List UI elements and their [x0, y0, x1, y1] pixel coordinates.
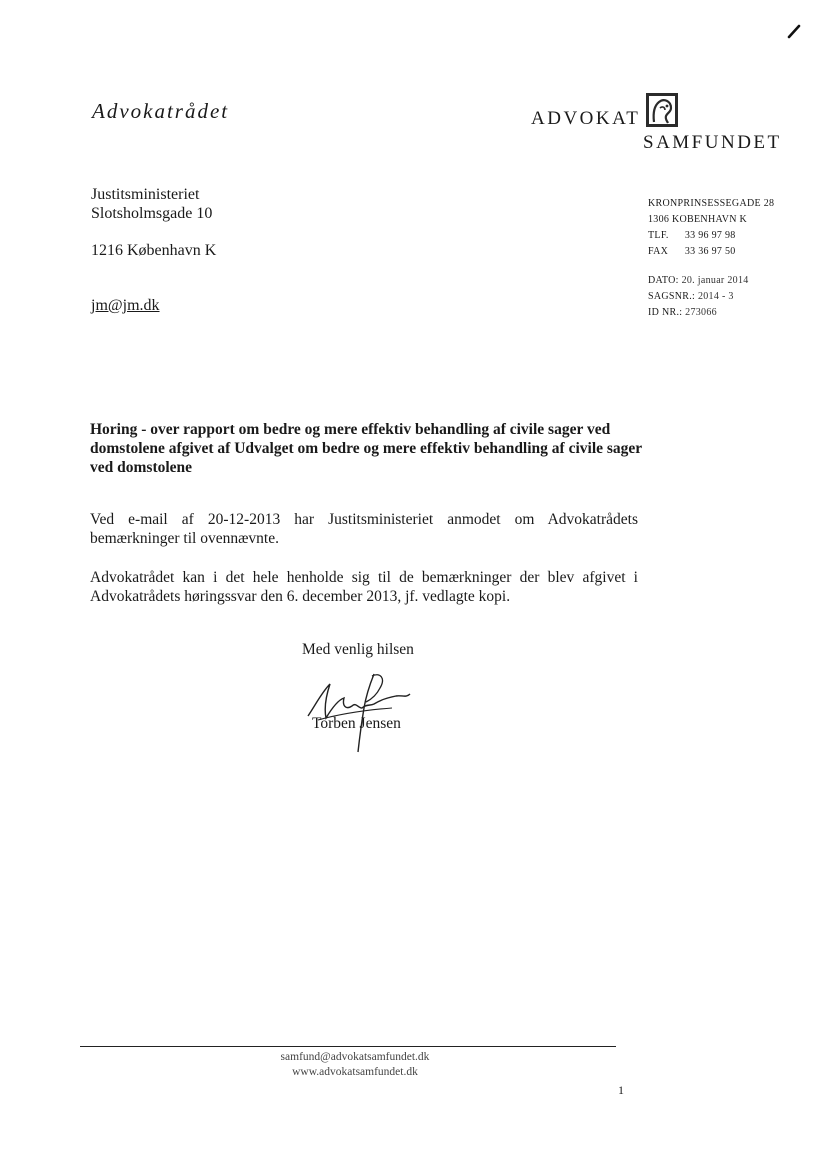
id-row [648, 305, 749, 321]
document-meta [648, 273, 749, 321]
case-row [648, 289, 749, 305]
recipient-name: Justitsministeriet [91, 186, 200, 203]
logo-word-advokat: ADVOKAT [531, 108, 641, 129]
date-value: 20. januar 2014 [681, 275, 749, 286]
id-value: 273066 [685, 307, 717, 318]
recipient-address [91, 185, 212, 223]
recipient-street: Slotsholmsgade 10 [91, 205, 213, 222]
signer-name: Torben Jensen [312, 715, 401, 732]
closing-greeting: Med venlig hilsen [302, 641, 414, 658]
case-label: SAGSNR.: [648, 291, 696, 302]
fax-label: FAX [648, 246, 669, 257]
date-row [648, 273, 749, 289]
phone-label: TLF. [648, 230, 669, 241]
contact-address-line-1: KRONPRINSESSEGADE 28 [648, 198, 775, 209]
footer-email-link[interactable]: samfund@advokatsamfundet.dk [280, 1051, 430, 1063]
date-label: DATO: [648, 275, 679, 286]
contact-phone-row [648, 228, 774, 244]
case-value: 2014 - 3 [697, 291, 734, 302]
body-paragraph-2: Advokatrådet kan i det hele henholde sig til de bemærkninger der blev afgivet i Advokatrådets høringssvar den 6. december 2013, jf. vedlagte kopi. [90, 569, 638, 605]
contact-block [648, 196, 774, 260]
footer-website-link[interactable]: www.advokatsamfundet.dk [292, 1066, 418, 1078]
footer-divider [80, 1046, 616, 1047]
contact-fax-row [648, 244, 774, 260]
fax-value: 33 36 97 50 [684, 246, 736, 257]
page-number: 1 [618, 1083, 624, 1097]
phone-value: 33 96 97 98 [684, 230, 736, 241]
handwritten-signature [300, 668, 420, 758]
contact-address-line-2: 1306 KOBENHAVN K [648, 214, 748, 225]
recipient-city: 1216 København K [91, 242, 217, 259]
pen-mark-icon [786, 22, 804, 40]
sender-name: Advokatrådet [92, 99, 230, 123]
advokatsamfundet-emblem-icon [645, 92, 679, 128]
logo-word-samfundet: SAMFUNDET [643, 132, 782, 153]
id-label: ID NR.: [648, 307, 683, 318]
recipient-email-link[interactable]: jm@jm.dk [91, 297, 160, 314]
body-paragraph-1: Ved e-mail af 20-12-2013 har Justitsministeriet anmodet om Advokatrådets bemærkninger til ovennævnte. [90, 511, 638, 547]
letter-subject: Horing - over rapport om bedre og mere effektiv behandling af civile sager ved domstolene afgivet af Udvalget om bedre og mere effektiv behandling af civile sager ved domstolene [90, 421, 642, 476]
